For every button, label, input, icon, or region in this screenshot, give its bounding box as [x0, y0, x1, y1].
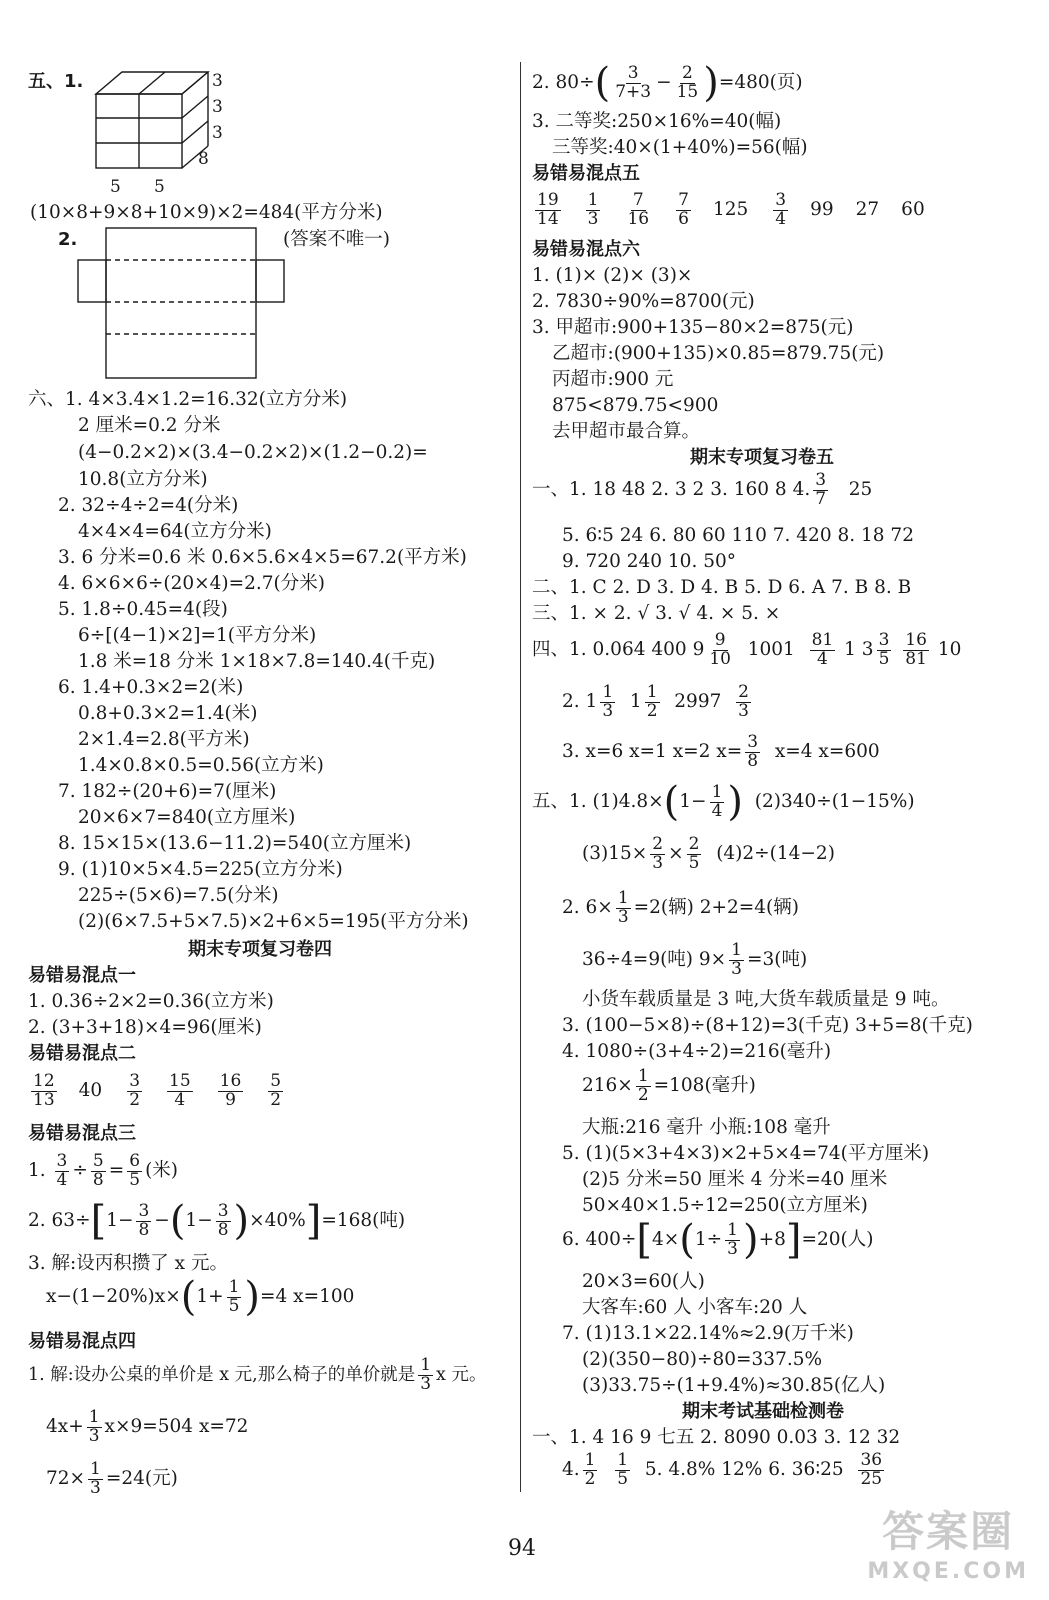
answer-line: 7. 182÷(20+6)=7(厘米) — [58, 781, 277, 802]
answer-line: (2)(6×7.5+5×7.5)×2+6×5=195(平方分米) — [78, 911, 469, 932]
subsection-title: 易错易混点三 — [28, 1123, 136, 1144]
section-title: 期末专项复习卷五 — [690, 447, 834, 468]
answer-line: 一、1. 4 16 9 七五 2. 8090 0.03 3. 12 32 — [532, 1427, 901, 1448]
answer-line: (10×8+9×8+10×9)×2=484(平方分米) — [30, 202, 383, 223]
answer-line: 大瓶:216 毫升 小瓶:108 毫升 — [582, 1117, 831, 1138]
answer-line: 二、1. C 2. D 3. D 4. B 5. D 6. A 7. B 8. B — [532, 577, 912, 598]
fraction: $\frac{3}{5}$ — [878, 629, 890, 669]
section-title: 期末考试基础检测卷 — [682, 1401, 844, 1422]
answer-value: 27 — [855, 199, 880, 220]
answer-line: 0.8+0.3×2=1.4(米) — [78, 703, 258, 724]
answer-line: 1. $\frac{3}{4}$ ÷ $\frac{5}{8}$ = $\frac{6}{5}$ (米) — [28, 1150, 178, 1190]
fraction: $\frac{1}{3}$ — [731, 939, 742, 979]
answer-line: 丙超市:900 元 — [552, 369, 674, 390]
answer-line: 3. (100−5×8)÷(8+12)=3(千克) 3+5=8(千克) — [562, 1015, 973, 1036]
fraction: $\frac{1}{3}$ — [727, 1219, 738, 1259]
page-number: 94 — [508, 1536, 536, 1561]
answer-line: 2. 6× $\frac{1}{3}$ =2(辆) 2+2=4(辆) — [562, 887, 799, 927]
q2-label: 2. — [58, 229, 78, 250]
answer-line: 9. (1)10×5×4.5=225(立方分米) — [58, 859, 343, 880]
answer-line: (3)33.75÷(1+9.4%)≈30.85(亿人) — [582, 1375, 886, 1396]
answer-line: 3. 甲超市:900+135−80×2=875(元) — [532, 317, 854, 338]
answer-line: 四、1. 0.064 400 9 $\frac{9}{10}$ 1001 $\frac{81}{4}$ 1 3 $\frac{3}{5}$ $\frac{16}{81}$ 10 — [532, 629, 962, 669]
watermark-logo: 答案圈 MXQE.COM — [867, 1507, 1029, 1584]
fraction: $\frac{1}{3}$ — [90, 1458, 101, 1498]
answer-line: 2. 1 $\frac{1}{3}$ 1 $\frac{1}{2}$ 2997 $\frac{2}{3}$ — [562, 681, 749, 721]
answer-line: 1. (1)× (2)× (3)× — [532, 265, 693, 286]
fraction: $\frac{81}{4}$ — [811, 629, 834, 669]
answer-line: 5. 1.8÷0.45=4(段) — [58, 599, 228, 620]
answer-line: 36÷4=9(吨) 9× $\frac{1}{3}$ =3(吨) — [582, 939, 808, 979]
fraction: $\frac{3}{8}$ — [138, 1200, 150, 1240]
answer-line: 10.8(立方分米) — [78, 469, 208, 490]
fraction: $\frac{1}{2}$ — [646, 681, 658, 721]
answer-line: 7. (1)13.1×22.14%≈2.9(万千米) — [562, 1323, 854, 1344]
answer-line: 2. 32÷4÷2=4(分米) — [58, 495, 239, 516]
answer-line: 五、1. (1)4.8×(1− $\frac{1}{4}$ ) (2)340÷(1−15%) — [532, 779, 915, 825]
answer-line: 875<879.75<900 — [552, 395, 719, 416]
answer-line: 225÷(5×6)=7.5(分米) — [78, 885, 279, 906]
dim-5a: 5 — [110, 177, 121, 197]
answer-line: 3. 解:设丙积攒了 x 元。 — [28, 1253, 228, 1274]
fraction: $\frac{5}{8}$ — [92, 1150, 104, 1190]
answer-line: x−(1−20%)x×(1+ $\frac{1}{5}$ )=4 x=100 — [46, 1274, 355, 1320]
dim-3c: 3 — [212, 123, 223, 143]
answer-value: 40 — [78, 1080, 103, 1101]
answer-line: 6. 400÷[4×(1÷ $\frac{1}{3}$ )+8]=20(人) — [562, 1217, 874, 1263]
fraction: $\frac{1}{3}$ — [587, 189, 599, 229]
fraction: $\frac{1}{2}$ — [637, 1065, 649, 1105]
answer-line: 9. 720 240 10. 50° — [562, 551, 737, 572]
answer-line: 3. 6 分米=0.6 米 0.6×5.6×4×5=67.2(平方米) — [58, 547, 467, 568]
answer-line: 5. 6∶5 24 6. 80 60 110 7. 420 8. 18 72 — [562, 525, 914, 546]
fraction: $\frac{3}{2}$ — [129, 1070, 141, 1110]
answer-line: 1.8 米=18 分米 1×18×7.8=140.4(千克) — [78, 651, 436, 672]
fraction: $\frac{1}{3}$ — [617, 887, 629, 927]
answer-line: 72× $\frac{1}{3}$ =24(元) — [46, 1458, 178, 1498]
answer-fraction-row — [532, 188, 947, 232]
fraction: $\frac{1}{2}$ — [584, 1449, 596, 1489]
answer-fraction-row — [28, 1070, 305, 1112]
fraction: $\frac{12}{13}$ — [33, 1070, 55, 1110]
fraction: $\frac{6}{5}$ — [129, 1150, 141, 1190]
fraction: $\frac{3}{4}$ — [56, 1150, 68, 1190]
answer-line: (3)15× $\frac{2}{3}$ × $\frac{2}{5}$ (4)2÷(14−2) — [582, 833, 835, 873]
answer-line: 4. 1080÷(3+4÷2)=216(毫升) — [562, 1041, 832, 1062]
answer-line: 一、1. 18 48 2. 3 2 3. 160 8 4. $\frac{3}{7}$ 25 — [532, 469, 873, 509]
answer-line: (2)(350−80)÷80=337.5% — [582, 1349, 823, 1370]
answer-line: 5. (1)(5×3+4×3)×2+5×4=74(平方厘米) — [562, 1143, 930, 1164]
answer-line: 小货车载质量是 3 吨,大货车载质量是 9 吨。 — [582, 989, 950, 1010]
subsection-title: 易错易混点四 — [28, 1331, 136, 1352]
fraction: $\frac{36}{25}$ — [860, 1449, 883, 1489]
fraction: $\frac{1}{3}$ — [88, 1406, 100, 1446]
section-5-label: 五、1. — [28, 71, 84, 92]
answer-value: 125 — [712, 199, 749, 220]
column-divider — [520, 62, 521, 1492]
fraction: $\frac{2}{3}$ — [738, 681, 749, 721]
fraction: $\frac{16}{81}$ — [905, 629, 927, 669]
answer-line: 三等奖:40×(1+40%)=56(幅) — [552, 137, 808, 158]
fraction: $\frac{7}{6}$ — [678, 189, 689, 229]
subsection-title: 易错易混点六 — [532, 239, 640, 260]
answer-line: 去甲超市最合算。 — [552, 421, 701, 442]
answer-line: 2. 80÷( $\frac{3}{7+3}$ − $\frac{2}{15}$ )=480(页) — [532, 60, 803, 106]
answer-line: 1. 解:设办公桌的单价是 x 元,那么椅子的单价就是 $\frac{1}{3}$ x 元。 — [28, 1355, 487, 1394]
fraction: $\frac{3}{7}$ — [815, 469, 827, 509]
answer-line: (4−0.2×2)×(3.4−0.2×2)×(1.2−0.2)= — [78, 442, 428, 463]
fraction: $\frac{5}{2}$ — [270, 1070, 282, 1110]
answer-line: 216× $\frac{1}{2}$ =108(毫升) — [582, 1065, 756, 1105]
dim-8: 8 — [198, 149, 209, 169]
subsection-title: 易错易混点一 — [28, 965, 136, 986]
fraction: $\frac{7}{16}$ — [627, 189, 650, 229]
answer-line: 2 厘米=0.2 分米 — [78, 415, 221, 436]
answer-line: 4×4×4=64(立方分米) — [78, 521, 272, 542]
fraction: $\frac{1}{3}$ — [420, 1355, 432, 1394]
fraction: $\frac{1}{4}$ — [711, 781, 723, 821]
fraction: $\frac{19}{14}$ — [537, 189, 559, 229]
answer-line: 20×6×7=840(立方厘米) — [78, 807, 296, 828]
fraction: $\frac{3}{4}$ — [775, 189, 787, 229]
fraction: $\frac{1}{5}$ — [228, 1276, 240, 1316]
answer-line: 大客车:60 人 小客车:20 人 — [582, 1297, 808, 1318]
answer-line: 1.4×0.8×0.5=0.56(立方米) — [78, 755, 324, 776]
answer-line: 六、1. 4×3.4×1.2=16.32(立方分米) — [28, 389, 348, 410]
fraction: $\frac{3}{8}$ — [217, 1200, 229, 1240]
answer-line: 2×1.4=2.8(平方米) — [78, 729, 250, 750]
answer-line: 三、1. × 2. √ 3. √ 4. × 5. × — [532, 603, 781, 624]
dim-3a: 3 — [212, 71, 223, 91]
answer-line: 乙超市:(900+135)×0.85=879.75(元) — [552, 343, 885, 364]
answer-line: 20×3=60(人) — [582, 1271, 705, 1292]
answer-line: 6÷[(4−1)×2]=1(平方分米) — [78, 625, 317, 646]
dim-3b: 3 — [212, 97, 223, 117]
answer-value: 60 — [901, 199, 925, 220]
answer-note: (答案不唯一) — [283, 229, 390, 250]
answer-line: 6. 1.4+0.3×2=2(米) — [58, 677, 244, 698]
answer-line: 1. 0.36÷2×2=0.36(立方米) — [28, 991, 274, 1012]
answer-line: 4. 6×6×6÷(20×4)=2.7(分米) — [58, 573, 325, 594]
answer-line: 2. 63÷[1− $\frac{3}{8}$ −(1− $\frac{3}{8}$ )×40%]=168(吨) — [28, 1198, 406, 1244]
fraction: $\frac{2}{5}$ — [688, 833, 700, 873]
subsection-title: 易错易混点二 — [28, 1043, 136, 1064]
answer-line: 50×40×1.5÷12=250(立方厘米) — [582, 1195, 868, 1216]
answer-line: 4x+ $\frac{1}{3}$ x×9=504 x=72 — [46, 1406, 249, 1446]
section-title: 期末专项复习卷四 — [188, 939, 332, 960]
fraction: $\frac{2}{3}$ — [652, 833, 664, 873]
fraction: $\frac{16}{9}$ — [219, 1070, 242, 1110]
answer-value: 99 — [810, 199, 834, 220]
answer-line: 2. (3+3+18)×4=96(厘米) — [28, 1017, 262, 1038]
net-diagram — [76, 226, 296, 386]
answer-line: 3. x=6 x=1 x=2 x= $\frac{3}{8}$ x=4 x=600 — [562, 731, 880, 771]
answer-line: 8. 15×15×(13.6−11.2)=540(立方厘米) — [58, 833, 412, 854]
dim-5b: 5 — [154, 177, 165, 197]
answer-line: 4. $\frac{1}{2}$ $\frac{1}{5}$ 5. 4.8% 12% 6. 36∶25 $\frac{36}{25}$ — [562, 1449, 883, 1489]
fraction: $\frac{9}{10}$ — [709, 629, 731, 669]
subsection-title: 易错易混点五 — [532, 163, 640, 184]
fraction: $\frac{1}{3}$ — [602, 681, 614, 721]
fraction: $\frac{1}{5}$ — [617, 1449, 629, 1489]
fraction: $\frac{3}{8}$ — [747, 731, 759, 771]
answer-line: 3. 二等奖:250×16%=40(幅) — [532, 111, 782, 132]
fraction: $\frac{15}{4}$ — [169, 1070, 191, 1110]
answer-line: (2)5 分米=50 厘米 4 分米=40 厘米 — [582, 1169, 888, 1190]
cuboid-diagram — [88, 60, 268, 200]
answer-line: 2. 7830÷90%=8700(元) — [532, 291, 755, 312]
